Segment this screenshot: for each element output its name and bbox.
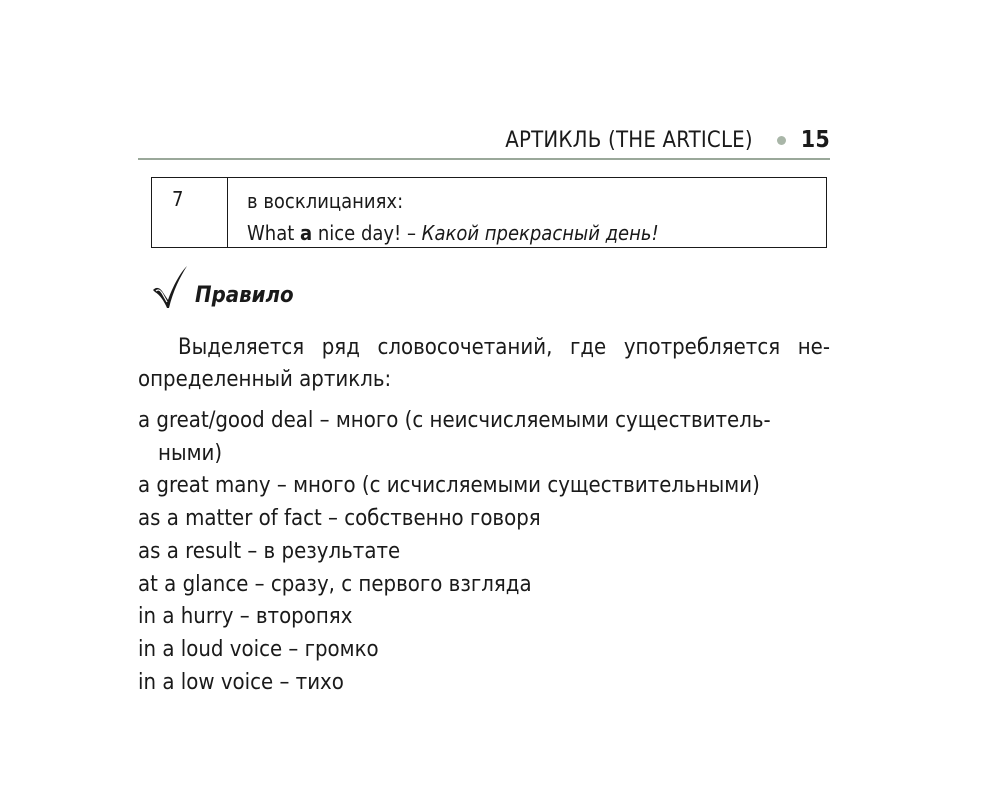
phrase-text: in a hurry – второпях bbox=[138, 604, 353, 630]
list-item bbox=[138, 569, 838, 602]
phrase-text: as a matter of fact – собственно говоря bbox=[138, 506, 541, 532]
list-item bbox=[138, 667, 838, 700]
table-row-heading: в восклицаниях: bbox=[247, 189, 404, 213]
phrase-text: a great/good deal – много (с неисчисляемыми существитель- bbox=[138, 408, 771, 433]
table-row-example bbox=[247, 217, 659, 249]
example-article: a bbox=[300, 221, 313, 245]
list-item bbox=[138, 405, 838, 470]
list-item bbox=[138, 601, 838, 634]
list-item bbox=[138, 470, 838, 503]
running-header bbox=[138, 122, 830, 160]
list-item bbox=[138, 536, 838, 569]
example-translation: Какой прекрасный день! bbox=[421, 221, 659, 245]
rule-title: Правило bbox=[195, 283, 294, 308]
usage-table bbox=[151, 177, 827, 248]
phrase-list bbox=[138, 405, 838, 699]
phrase-text: in a loud voice – громко bbox=[138, 636, 379, 662]
phrase-continuation: ными) bbox=[158, 440, 223, 466]
phrase-text: a great many – много (с исчисляемыми существительными) bbox=[138, 473, 760, 499]
example-text-start: What bbox=[247, 221, 300, 245]
page-number: 15 bbox=[800, 127, 830, 153]
example-text-end: nice day! – bbox=[312, 221, 422, 245]
bullet-dot-icon bbox=[777, 136, 786, 145]
checkmark-icon bbox=[151, 264, 189, 310]
list-item bbox=[138, 634, 838, 667]
phrase-text: at a glance – сразу, с первого взгляда bbox=[138, 571, 532, 597]
intro-paragraph: Выделяется ряд словосочетаний, где употребляется не-определенный артикль: bbox=[138, 335, 830, 392]
running-title: АРТИКЛЬ (THE ARTICLE) bbox=[505, 127, 753, 153]
table-row-number: 7 bbox=[152, 178, 228, 247]
phrase-text: as a result – в результате bbox=[138, 538, 401, 564]
list-item bbox=[138, 503, 838, 536]
table-row-content bbox=[228, 178, 659, 247]
phrase-text: in a low voice – тихо bbox=[138, 669, 344, 695]
rule-heading bbox=[151, 262, 294, 310]
